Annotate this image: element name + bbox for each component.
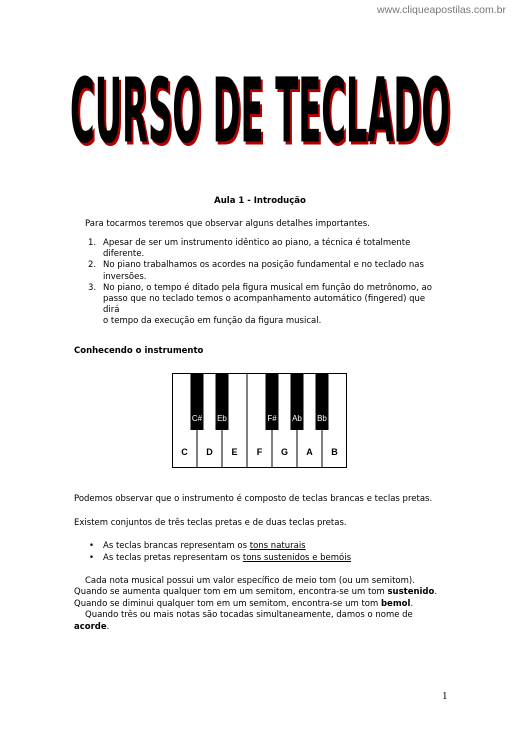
text-line: Quando três ou mais notas são tocadas simultaneamente, damos o nome de <box>85 610 413 621</box>
tons-naturais-link[interactable]: tons naturais <box>249 541 306 551</box>
page-number: 1 <box>442 690 448 702</box>
key-types-list <box>89 541 351 564</box>
white-key-label: A <box>306 447 313 457</box>
white-key-label: F <box>256 447 263 457</box>
term-acorde: acorde <box>74 621 107 632</box>
list-text-line: diferente. <box>103 249 145 260</box>
text-fragment: . <box>410 598 414 609</box>
paragraph: Podemos observar que o instrumento é composto de teclas brancas e teclas pretas. <box>74 494 433 504</box>
black-key-label: C# <box>191 414 203 423</box>
list-text-line: o tempo da execução em função da figura musical. <box>103 316 322 327</box>
black-key-label: Ab <box>292 414 302 423</box>
list-text-line: Apesar de ser um instrumento idêntico ao piano, a técnica é totalmente <box>103 238 411 248</box>
black-key-label: Bb <box>317 414 327 423</box>
term-bemol: bemol <box>380 598 411 609</box>
white-key-label: E <box>231 447 238 457</box>
section-heading-instrument: Conhecendo o instrumento <box>74 346 204 356</box>
list-number: 2. <box>88 260 97 271</box>
text-fragment: Quando se diminui qualquer tom em um semitom, encontra-se um tom <box>74 598 381 609</box>
text-line: Cada nota musical possui um valor específico de meio tom (ou um semitom). <box>85 576 415 586</box>
site-url[interactable]: www.cliqueapostilas.com.br <box>377 4 506 16</box>
term-sustenido: sustenido <box>387 587 435 598</box>
white-key-label: G <box>280 447 289 457</box>
paragraph: Existem conjuntos de três teclas pretas e de duas teclas pretas. <box>74 518 347 528</box>
text-line <box>74 587 454 598</box>
lesson-heading: Aula 1 - Introdução <box>214 196 306 206</box>
black-key-label: Eb <box>217 414 227 423</box>
text-line <box>74 622 454 633</box>
list-number: 3. <box>88 282 97 293</box>
list-text-line: No piano, o tempo é ditado pela figura musical em função do metrônomo, ao <box>103 282 432 293</box>
black-key-label: F# <box>267 414 277 423</box>
text-fragment: . <box>434 587 438 598</box>
points-list <box>75 238 435 328</box>
bullet-text: As teclas brancas representam os <box>103 541 250 551</box>
list-item <box>75 260 435 282</box>
course-title-wordart <box>60 58 460 198</box>
keyboard-diagram <box>172 373 347 468</box>
list-text-line: passo que no teclado temos o acompanhamento automático (fingered) que dirá <box>103 294 426 316</box>
list-item <box>89 541 351 553</box>
white-key-label: D <box>206 447 213 457</box>
title-shadow: CURSO DE TECLADO <box>72 62 452 167</box>
list-number: 1. <box>88 238 97 248</box>
intro-text: Para tocarmos teremos que observar alguns detalhes importantes. <box>85 219 370 229</box>
list-text-line: No piano trabalhamos os acordes na posição fundamental e no teclado nas <box>103 260 424 271</box>
list-item <box>89 553 351 565</box>
bullet-text: As teclas pretas representam os <box>103 552 243 563</box>
list-text-line: inversões. <box>103 271 147 282</box>
white-key-label: B <box>331 447 338 457</box>
text-line <box>74 599 454 610</box>
text-fragment: Quando se aumenta qualquer tom em um semitom, encontra-se um tom <box>74 587 388 598</box>
tons-sustenidos-link[interactable]: tons sustenidos e bemóis <box>242 552 352 563</box>
list-item <box>75 238 435 260</box>
text-fragment: . <box>106 621 110 632</box>
white-key-label: C <box>181 447 188 457</box>
list-item <box>75 283 435 328</box>
semitone-paragraph <box>74 576 454 633</box>
course-title: CURSO DE TECLADO <box>70 59 450 164</box>
